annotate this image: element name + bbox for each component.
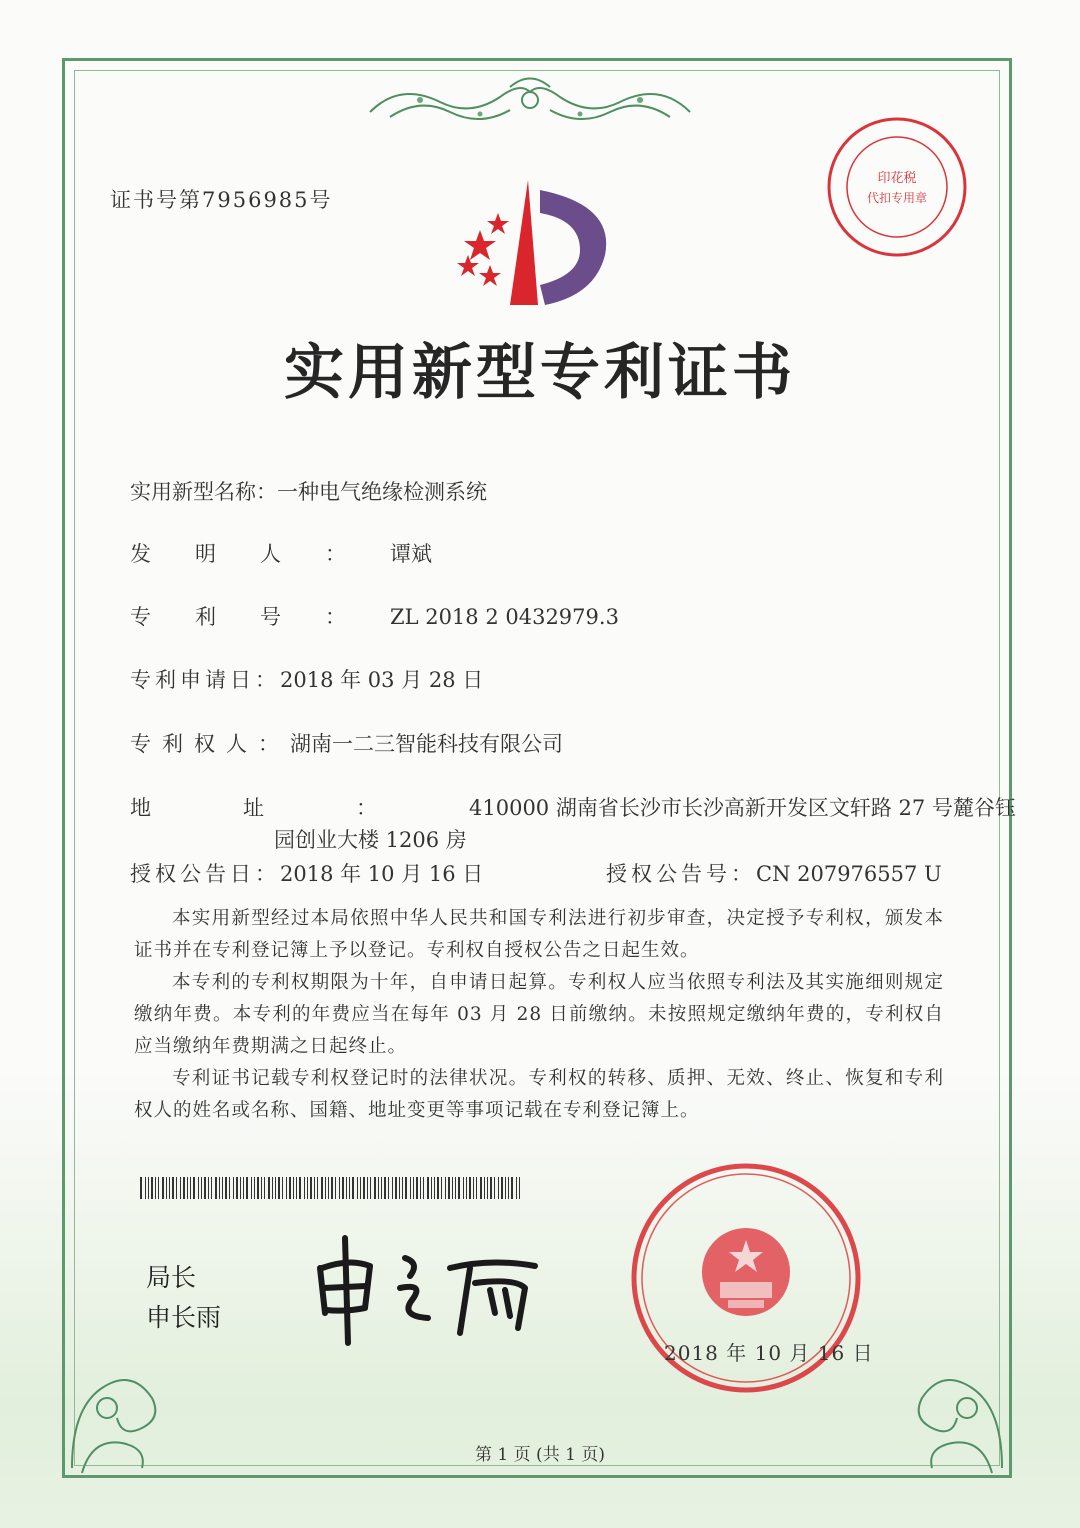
patentee-label: 专利权人： — [130, 732, 290, 756]
barcode-icon — [140, 1177, 520, 1199]
filing-date-row — [130, 664, 483, 694]
filing-date-label: 专利申请日： — [130, 668, 280, 692]
cnipa-emblem-icon — [440, 175, 620, 315]
statement-paragraph-1: 本实用新型经过本局依照中华人民共和国专利法进行初步审查，决定授予专利权，颁发本证书并在专利登记簿上予以登记。专利权自授权公告之日起生效。 — [134, 908, 944, 961]
patentee-row — [130, 728, 563, 758]
statement-paragraph-2: 本专利的专利权期限为十年，自申请日起算。专利权人应当依照专利法及其实施细则规定缴纳年费。本专利的年费应当在每年 03 月 28 日前缴纳。未按照规定缴纳年费的，专利权自应当缴纳年费期满之日起终止。 — [134, 972, 944, 1057]
inventor-value: 谭斌 — [390, 542, 432, 566]
director-name: 申长雨 — [146, 1303, 222, 1332]
certificate-number: 证书号第7956985号 — [110, 188, 333, 212]
patent-number-value: ZL 2018 2 0432979.3 — [390, 605, 619, 629]
inventor-row — [130, 538, 432, 568]
certificate-title: 实用新型专利证书 — [284, 338, 796, 408]
patent-number-label: 专利号： — [130, 605, 390, 629]
page-number: 第 1 页 (共 1 页) — [475, 1445, 605, 1465]
grant-date-value: 2018 年 10 月 16 日 — [280, 862, 484, 886]
inventor-label: 发明人： — [130, 542, 390, 566]
address-line-2: 园创业大楼 1206 房 — [274, 828, 467, 852]
director-title: 局长 — [146, 1263, 197, 1292]
seal-date: 2018 年 10 月 16 日 — [664, 1341, 874, 1365]
grant-date-label: 授权公告日： — [130, 862, 280, 886]
grant-number-row — [606, 858, 942, 888]
filing-date-value: 2018 年 03 月 28 日 — [280, 668, 484, 692]
name-value: 一种电气绝缘检测系统 — [277, 480, 487, 504]
patentee-value: 湖南一二三智能科技有限公司 — [290, 732, 563, 756]
svg-text:印花税: 印花税 — [877, 171, 917, 186]
patent-number-row — [130, 601, 619, 631]
grant-date-row — [130, 858, 483, 888]
name-label: 实用新型名称： — [130, 480, 277, 504]
address-line-1: 410000 湖南省长沙市长沙高新开发区文轩路 27 号麓谷钰 — [469, 796, 1016, 820]
grant-number-value: CN 207976557 U — [756, 862, 942, 886]
address-line-2-row — [274, 824, 467, 854]
address-row — [130, 792, 1016, 822]
top-ornament — [360, 72, 700, 132]
director-signature — [300, 1228, 560, 1348]
tax-seal-stamp-icon — [822, 112, 972, 262]
address-label: 地址： — [130, 796, 469, 820]
utility-model-name-row — [130, 476, 487, 506]
grant-number-label: 授权公告号： — [606, 862, 756, 886]
statement-paragraph-3: 专利证书记载专利权登记时的法律状况。专利权的转移、质押、无效、终止、恢复和专利权人的姓名或名称、国籍、地址变更等事项记载在专利登记簿上。 — [134, 1068, 944, 1121]
svg-text:代扣专用章: 代扣专用章 — [866, 191, 928, 205]
statement-text — [134, 903, 944, 1127]
